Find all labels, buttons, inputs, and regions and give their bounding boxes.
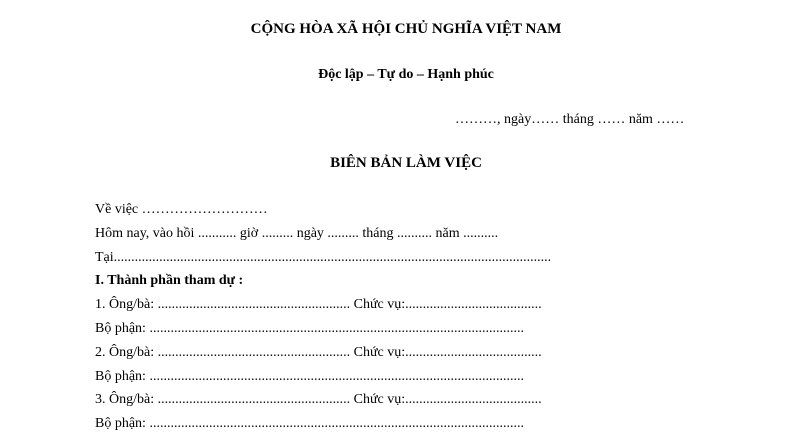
date-line: ………, ngày…… tháng …… năm …… bbox=[455, 112, 685, 127]
national-motto: Độc lập – Tự do – Hạnh phúc bbox=[318, 67, 494, 82]
time-line: Hôm nay, vào hồi ........... giờ ......... ngày ......... tháng .......... năm .......... bbox=[95, 226, 499, 241]
document-title: BIÊN BẢN LÀM VIỆC bbox=[330, 155, 482, 171]
department-3-line: Bộ phận: ........................................................................................................... bbox=[95, 416, 524, 431]
participant-2-line: 2. Ông/bà: ....................................................... Chức vụ:....................................... bbox=[95, 345, 542, 360]
participant-1-line: 1. Ông/bà: ....................................................... Chức vụ:....................................... bbox=[95, 297, 542, 312]
participant-3-line: 3. Ông/bà: ....................................................... Chức vụ:....................................... bbox=[95, 392, 542, 407]
location-line: Tại............................................................................................................................. bbox=[95, 250, 552, 265]
section-heading: I. Thành phần tham dự : bbox=[95, 273, 244, 288]
department-2-line: Bộ phận: ........................................................................................................... bbox=[95, 369, 524, 384]
subject-line: Về việc ……………………… bbox=[95, 202, 268, 217]
department-1-line: Bộ phận: ........................................................................................................... bbox=[95, 321, 524, 336]
national-title: CỘNG HÒA XÃ HỘI CHỦ NGHĨA VIỆT NAM bbox=[250, 21, 562, 37]
